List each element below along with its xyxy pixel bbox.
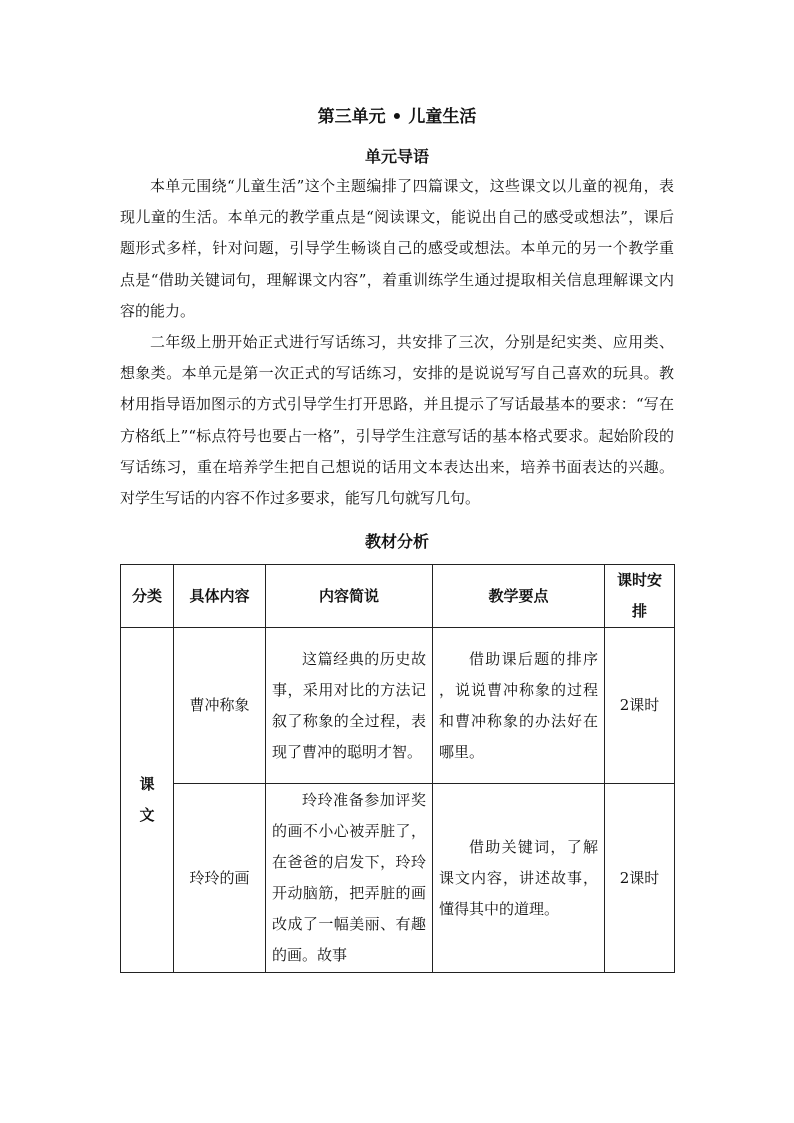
category-cell [121,628,174,973]
header-category: 分类 [121,565,174,628]
table-header-row [121,565,675,628]
document-page [120,100,674,973]
key-points-cell: 借助课后题的排序，说说曹冲称象的过程和曹冲称象的办法好在哪里。 [433,628,605,784]
table-row [121,784,675,973]
key-points-cell: 借助关键词，了解课文内容，讲述故事，懂得其中的道理。 [433,784,605,973]
header-summary: 内容简说 [266,565,433,628]
hours-cell: 2课时 [605,784,675,973]
table-heading: 教材分析 [364,532,429,552]
summary-cell: 这篇经典的历史故事，采用对比的方法记叙了称象的全过程，表现了曹冲的聪明才智。 [266,628,433,784]
summary-cell-container [266,784,433,973]
table-row [121,628,675,784]
intro-paragraph-2: 二年级上册开始正式进行写话练习，共安排了三次，分别是纪实类、应用类、想象类。本单元是第一次正式的写话练习，安排的是说说写写自己喜欢的玩具。教材用指导语加图示的方式引导学生打开思路，并且提示了写话最基本的要求：“写在方格纸上”“标点符号也要占一格”，引导学生注意写话的基本格式要求。起始阶段的写话练习，重在培养学生把自己想说的话用文本表达出来，培养书面表达的兴趣。对学生写话的内容不作过多要求，能写几句就写几句。 [120,333,674,508]
header-hours: 课时安排 [605,565,675,628]
header-key-points: 教学要点 [433,565,605,628]
content-cell: 曹冲称象 [174,628,266,784]
analysis-table [120,564,675,973]
header-content: 具体内容 [174,565,266,628]
intro-heading: 单元导语 [364,147,429,166]
category-label: 课文 [139,775,155,825]
document-title: 第三单元 • 儿童生活 [317,107,477,127]
content-cell: 玲玲的画 [174,784,266,973]
summary-cell: 玲玲准备参加评奖的画不小心被弄脏了，在爸爸的启发下，玲玲开动脑筋，把弄脏的画改成了一幅美丽、有趣的画。故事 [272,791,426,965]
intro-paragraph-1: 本单元围绕“儿童生活”这个主题编排了四篇课文，这些课文以儿童的视角，表现儿童的生活。本单元的教学重点是“阅读课文，能说出自己的感受或想法”，课后题形式多样，针对问题，引导学生畅谈自己的感受或想法。本单元的另一个教学重点是“借助关键词句，理解课文内容”，着重训练学生通过提取相关信息理解课文内容的能力。 [120,177,674,320]
hours-cell: 2课时 [605,628,675,784]
